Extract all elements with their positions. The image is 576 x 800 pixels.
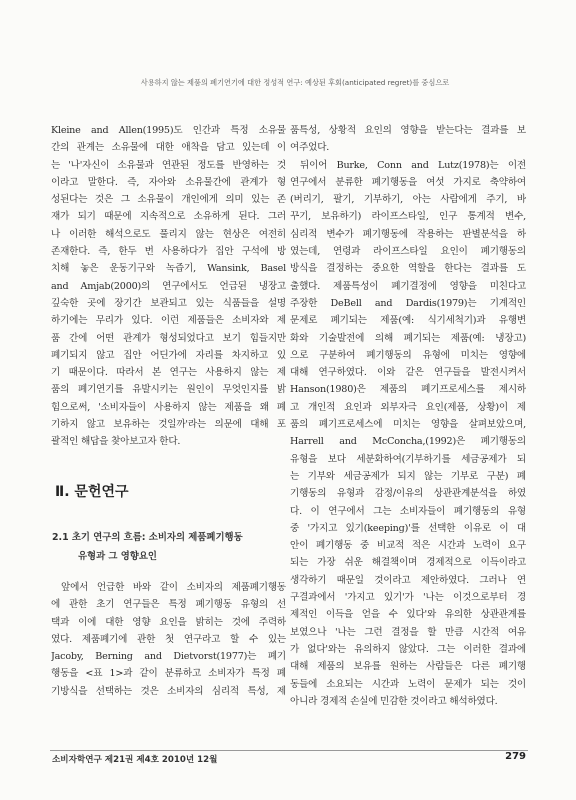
text-line: 품의 폐기연기를 유발시키는 원인이 무엇인지를 밝: [51, 384, 286, 396]
text-line: 주장한 DeBell and Dardis(1979)는 기계적인: [290, 297, 526, 309]
text-line: 동들에 소요되는 시간과 노력이 문제가 되는 것이: [290, 678, 526, 690]
text-line: 뒤이어 Burke, Conn and Lutz(1978)는 이전: [300, 159, 526, 171]
text-line: 되는 가장 쉬운 해결책이며 경제적으로 이득이라고: [290, 557, 526, 569]
text-line: 유형을 보다 세분화하여(기부하기를 세금공제가 되: [290, 453, 526, 465]
text-line: 기 때문이다. 따라서 본 연구는 사용하지 않는 제: [51, 367, 286, 379]
text-line: 성된다는 것은 그 소유물이 개인에게 의미 있는 존: [51, 194, 286, 206]
text-line: 이라고 말한다. 즉, 자아와 소유물간에 관계가 형: [51, 176, 286, 188]
footer-divider: [50, 750, 528, 751]
text-line: 에 관한 초기 연구들은 특정 폐기행동 유형의 선: [51, 599, 286, 611]
text-line: 아니라 경제적 손실에 민감한 것이라고 해석하였다.: [290, 695, 498, 707]
text-line: 가 없다'와는 유의하지 않았다. 그는 이러한 결과에: [290, 643, 526, 655]
text-line: 생각하기 때문일 것이라고 제안하였다. 그러나 연: [290, 574, 526, 586]
text-line: 화와 기술발전에 의해 폐기되는 제품(예: 냉장고): [290, 332, 526, 344]
text-line: Harrell and McConcha,(1992)은 폐기행동의: [290, 436, 526, 448]
text-line: 행동을 <표 1>과 같이 분류하고 소비자가 특정 폐: [51, 668, 286, 680]
text-line: 으로 구분하여 폐기행동의 유형에 미치는 영향에: [290, 349, 526, 361]
text-line: 연구에서 분류한 폐기행동을 여섯 가지로 축약하여: [290, 176, 526, 188]
text-line: 안이 폐기행동 중 비교적 적은 시간과 노력이 요구: [290, 540, 526, 552]
left-column-top: [51, 122, 286, 451]
text-line: 다. 이 연구에서 그는 소비자들이 폐기행동의 유형: [290, 505, 526, 517]
text-line: 심리적 변수가 폐기행동에 작용하는 판별분석을 하: [290, 228, 526, 240]
text-line: 폐기되지 않고 집안 어딘가에 자리를 차지하고 있: [51, 349, 286, 361]
text-line: 고 개인적 요인과 외부자극 요인(제품, 상황)이 제: [290, 401, 526, 413]
text-line: 간의 관계는 소유물에 대한 애착을 담고 있는데 이: [51, 142, 286, 154]
text-line: 존재한다. 즉, 한두 번 사용하다가 집안 구석에 방: [51, 246, 286, 258]
text-line: 택과 이에 대한 영향 요인을 밝히는 것에 주력하: [51, 616, 286, 628]
text-line: 치해 놓은 운동기구와 녹즙기, Wansink, Basel: [51, 263, 286, 275]
text-line: 는 기부와 세금공제가 되지 않는 기부로 구분) 폐: [290, 470, 526, 482]
text-line: 품의 폐기프로세스에 미치는 영향을 살펴보았으며,: [290, 419, 526, 431]
text-line: 품 간에 어떤 관계가 형성되었다고 보기 힘들지만: [51, 332, 286, 344]
text-line: 기행동의 유형과 감정/이유의 상관관계분석을 하였: [290, 488, 526, 500]
text-line: (버리기, 팔기, 기부하기, 아는 사람에게 주기, 바: [290, 194, 526, 206]
text-line: Jacoby, Berning and Dietvorst(1977)는 폐기: [51, 651, 286, 663]
running-header: 사용하지 않는 제품의 폐기연기에 대한 정성적 연구: 예상된 후회(anticipated regret)를 중심으로: [140, 78, 450, 87]
text-line: 였다. 제품폐기에 관한 첫 연구라고 할 수 있는: [51, 633, 286, 645]
section-title: Ⅱ. 문헌연구: [55, 484, 129, 500]
text-line: Kleine and Allen(1995)도 인간과 특정 소유물: [51, 125, 286, 136]
text-line: 꾸기, 보유하기) 라이프스타일, 인구 통계적 변수,: [290, 211, 526, 223]
text-line: 대해 제품의 보유를 원하는 사람들은 다른 폐기행: [290, 661, 526, 673]
page-number: 279: [505, 751, 526, 762]
left-column-bottom: [51, 579, 286, 700]
text-line: 기방식을 선택하는 것은 소비자의 심리적 특성, 제: [51, 685, 286, 697]
text-line: 재가 되기 때문에 지속적으로 소유하게 된다. 그러: [51, 211, 286, 223]
text-line: 힘으로써, '소비자들이 사용하지 않는 제품을 왜 폐: [51, 401, 286, 413]
subsection-line-2: 유형과 그 영향요인: [78, 551, 157, 562]
text-line: 보였으나 '나는 그런 결정을 할 만큼 시간적 여유: [290, 626, 526, 638]
subsection-line-1: 2.1 초기 연구의 흐름: 소비자의 제품폐기행동: [52, 532, 243, 543]
text-line: 는 '나'자신이 소유물과 연관된 정도를 반영하는 것: [51, 159, 286, 171]
text-line: 구결과에서 '가지고 있기'가 '나는 이것으로부터 경: [290, 592, 526, 604]
text-line: 제적인 이득을 얻을 수 있다'와 유의한 상관관계를: [290, 609, 526, 621]
text-line: 출했다. 제품특성이 폐기결정에 영향을 미친다고: [290, 280, 526, 292]
text-line: 였는데, 연령과 라이프스타일 요인이 폐기행동의: [290, 246, 526, 258]
text-line: 중 '가지고 있기(keeping)'를 선택한 이유로 이 대: [290, 522, 526, 534]
text-line: Hanson(1980)은 제품의 폐기프로세스를 제시하: [290, 384, 526, 396]
text-line: 여주었다.: [290, 142, 330, 154]
text-line: 문제로 폐기되는 제품(예: 식기세척기)과 유행변: [290, 315, 526, 327]
text-line: 품특성, 상황적 요인의 영향을 받는다는 결과를 보: [290, 125, 526, 136]
text-line: 나 이러한 해석으로도 풀리지 않는 현상은 여전히: [51, 228, 286, 240]
right-column: [290, 122, 526, 710]
text-line: 하기에는 무리가 있다. 이런 제품들은 소비자와 제: [51, 315, 286, 327]
text-line: 대해 연구하였다. 이와 같은 연구들을 발전시켜서: [290, 367, 526, 379]
text-line: 앞에서 언급한 바와 같이 소비자의 제품폐기행동: [61, 582, 286, 593]
text-line: 방식을 결정하는 중요한 역할을 한다는 결과를 도: [290, 263, 526, 275]
text-line: and Amjab(2000)의 연구에서도 언급된 냉장고: [51, 280, 286, 292]
subsection-heading: [52, 528, 284, 566]
text-line: 깊숙한 곳에 장기간 보관되고 있는 식품들을 설명: [51, 297, 286, 309]
footer-journal: 소비자학연구 제21권 제4호 2010년 12월: [52, 755, 218, 765]
text-line: 괄적인 해답을 찾아보고자 한다.: [51, 436, 181, 448]
text-line: 기하지 않고 보유하는 것일까'라는 의문에 대해 포: [51, 419, 286, 431]
